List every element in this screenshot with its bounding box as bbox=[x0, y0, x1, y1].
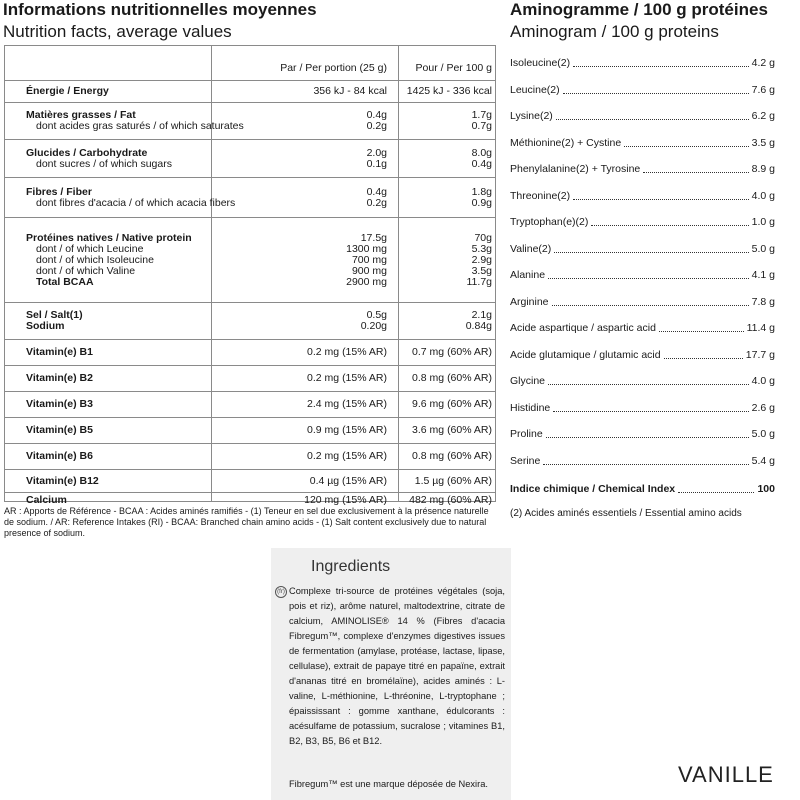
per-100g-header: Pour / Per 100 g bbox=[415, 62, 492, 74]
ingredients-heading: Ingredients bbox=[311, 558, 391, 575]
nutrient-label: Calcium bbox=[26, 494, 67, 506]
amino-acid-row bbox=[510, 400, 775, 416]
per-100g-value: 0.8 mg (60% AR) bbox=[412, 372, 492, 384]
nutrient-label: dont fibres d'acacia / of which acacia fibers bbox=[36, 197, 236, 209]
nutrient-label: Vitamin(e) B1 bbox=[26, 346, 93, 358]
nutrition-table bbox=[4, 45, 496, 506]
nutrition-row bbox=[5, 391, 495, 417]
amino-acid-value: 5.0 g bbox=[751, 428, 775, 440]
flavor-label: VANILLE bbox=[678, 762, 774, 787]
per-portion-value: 0.5g bbox=[366, 309, 387, 321]
dot-leader bbox=[548, 373, 749, 385]
nutrient-label: Vitamin(e) B12 bbox=[26, 475, 99, 487]
dot-leader bbox=[543, 453, 748, 465]
per-100g-value: 1425 kJ - 336 kcal bbox=[406, 85, 492, 97]
amino-acid-row bbox=[510, 267, 775, 283]
amino-acid-label: Histidine bbox=[510, 401, 551, 414]
dot-leader bbox=[553, 400, 748, 412]
amino-acid-value: 8.9 g bbox=[751, 163, 775, 175]
nutrition-row bbox=[5, 443, 495, 469]
per-portion-value: 900 mg bbox=[351, 265, 387, 277]
nutrition-row bbox=[5, 217, 495, 302]
amino-acid-value: 1.0 g bbox=[751, 216, 775, 228]
nutrient-label: Total BCAA bbox=[36, 276, 94, 288]
nutrient-label: Vitamin(e) B2 bbox=[26, 372, 93, 384]
amino-acid-value: 5.0 g bbox=[751, 242, 775, 255]
amino-acid-value: 7.8 g bbox=[751, 295, 775, 308]
dot-leader bbox=[548, 267, 749, 279]
amino-acid-row bbox=[510, 188, 775, 204]
dot-leader bbox=[643, 161, 748, 173]
amino-acid-label: Arginine bbox=[510, 295, 549, 308]
amino-acid-row bbox=[510, 294, 775, 310]
nutrient-label: Vitamin(e) B3 bbox=[26, 398, 93, 410]
amino-acid-row bbox=[510, 347, 775, 363]
amino-acid-value: 4.1 g bbox=[751, 269, 775, 281]
dot-leader bbox=[573, 188, 749, 200]
per-100g-value: 0.9g bbox=[471, 197, 492, 209]
dot-leader bbox=[659, 320, 744, 332]
amino-acid-value: 6.2 g bbox=[751, 110, 775, 122]
nutrition-subtitle: Nutrition facts, average values bbox=[3, 22, 232, 41]
dot-leader bbox=[552, 294, 749, 306]
dot-leader bbox=[546, 426, 749, 438]
per-100g-value: 0.84g bbox=[465, 320, 492, 332]
per-portion-value: 2.0g bbox=[366, 147, 387, 159]
nutrition-row bbox=[5, 302, 495, 339]
amino-acid-row bbox=[510, 82, 775, 98]
amino-acid-row bbox=[510, 161, 775, 177]
per-portion-value: 0.4 µg (15% AR) bbox=[309, 475, 387, 487]
per-portion-value: 2.4 mg (15% AR) bbox=[307, 398, 387, 410]
per-portion-value: 0.4g bbox=[366, 186, 387, 198]
amino-acid-value: 3.5 g bbox=[751, 136, 775, 149]
nutrient-label: dont / of which Isoleucine bbox=[36, 254, 154, 266]
amino-acid-label: Isoleucine(2) bbox=[510, 57, 571, 69]
amino-acid-value: 2.6 g bbox=[751, 401, 775, 414]
ingredients-panel bbox=[271, 548, 511, 800]
amino-acid-value: 4.0 g bbox=[751, 189, 775, 202]
amino-acid-row bbox=[510, 453, 775, 469]
per-100g-value: 2.1g bbox=[471, 309, 492, 321]
per-100g-value: 3.6 mg (60% AR) bbox=[412, 424, 492, 436]
nutrient-label: Vitamin(e) B6 bbox=[26, 450, 93, 462]
per-100g-value: 482 mg (60% AR) bbox=[409, 494, 492, 506]
per-100g-value: 9.6 mg (60% AR) bbox=[412, 398, 492, 410]
amino-acid-row bbox=[510, 214, 775, 230]
per-portion-value: 356 kJ - 84 kcal bbox=[313, 85, 387, 97]
dot-leader bbox=[664, 347, 743, 359]
amino-acid-label: Serine bbox=[510, 454, 541, 467]
chemical-index-label: Indice chimique / Chemical Index bbox=[510, 483, 676, 495]
amino-acid-row bbox=[510, 320, 775, 336]
dot-leader bbox=[563, 82, 749, 94]
chemical-index-row bbox=[510, 481, 775, 497]
amino-acid-label: Acide glutamique / glutamic acid bbox=[510, 348, 661, 361]
per-100g-value: 5.3g bbox=[471, 243, 492, 255]
nutrition-header-row bbox=[5, 60, 495, 80]
amino-acid-label: Leucine(2) bbox=[510, 83, 560, 96]
chemical-index-value: 100 bbox=[757, 483, 775, 495]
per-100g-value: 2.9g bbox=[471, 254, 492, 266]
amino-acid-row bbox=[510, 241, 775, 257]
dot-leader bbox=[554, 241, 748, 253]
nutrient-label: dont / of which Valine bbox=[36, 265, 136, 277]
table-footnote: AR : Apports de Référence - BCAA : Acides aminés ramifiés - (1) Teneur en sel due exclusivement à la présence naturelle de sodium. / AR: Reference Intakes (RI) - BCAA: Branched chain amino acids - (1) Salt content exclusively due to natural presence of sodium. bbox=[4, 506, 489, 538]
amino-acid-label: Acide aspartique / aspartic acid bbox=[510, 322, 656, 334]
amino-acid-label: Alanine bbox=[510, 269, 546, 281]
per-portion-value: 0.2 mg (15% AR) bbox=[307, 450, 387, 462]
nutrition-row bbox=[5, 365, 495, 391]
per-100g-value: 0.7 mg (60% AR) bbox=[412, 346, 492, 358]
per-portion-value: 0.4g bbox=[366, 109, 387, 121]
amino-acid-label: Tryptophan(e)(2) bbox=[510, 216, 589, 228]
per-portion-header: Par / Per portion (25 g) bbox=[280, 62, 387, 74]
per-portion-value: 1300 mg bbox=[346, 243, 387, 255]
per-100g-value: 1.8g bbox=[471, 186, 492, 198]
amino-acid-value: 17.7 g bbox=[745, 348, 775, 361]
amino-acid-row bbox=[510, 55, 775, 71]
amino-acid-row bbox=[510, 426, 775, 442]
dot-leader bbox=[591, 214, 748, 226]
nutrition-row bbox=[5, 177, 495, 217]
nutrition-row bbox=[5, 139, 495, 177]
per-100g-value: 1.5 µg (60% AR) bbox=[414, 475, 492, 487]
per-100g-value: 0.7g bbox=[471, 120, 492, 132]
amino-acid-label: Lysine(2) bbox=[510, 110, 553, 122]
nutrient-label: dont / of which Leucine bbox=[36, 243, 144, 255]
per-portion-value: 0.9 mg (15% AR) bbox=[307, 424, 387, 436]
dot-leader bbox=[678, 481, 754, 493]
amino-acid-label: Phenylalanine(2) + Tyrosine bbox=[510, 163, 641, 175]
aminogram-subtitle: Aminogram / 100 g proteins bbox=[510, 22, 719, 41]
nutrient-label: Fibres / Fiber bbox=[26, 186, 92, 198]
nutrient-label: Vitamin(e) B5 bbox=[26, 424, 93, 436]
per-portion-value: 0.2g bbox=[366, 120, 387, 132]
per-portion-value: 700 mg bbox=[351, 254, 387, 266]
amino-acid-value: 7.6 g bbox=[751, 83, 775, 96]
per-portion-value: 0.2g bbox=[366, 197, 387, 209]
per-portion-value: 120 mg (15% AR) bbox=[304, 494, 387, 506]
nutrition-row bbox=[5, 469, 495, 492]
amino-acid-value: 5.4 g bbox=[751, 454, 775, 467]
ingredients-list: Complexe tri-source de protéines végétales (soja, pois et riz), arôme naturel, maltodextrine, citrate de calcium, AMINOLISE® 14 % (Fibres d'acacia Fibregum™, complexe d'enzymes digestives issues de fermentation (amylase, protéase, lactase, lipase, cellulase), extrait de papaye titré en papaïne, extrait d'ananas titré en bromélaïne), acides aminés : L-valine, L-méthionine, L-thréonine, L-tryptophane ; épaississant : gomme xanthane, édulcorants : acésulfame de potassium, sucralose ; vitamines B1, B2, B3, B5, B6 et B12. bbox=[289, 586, 505, 746]
per-100g-value: 70g bbox=[474, 232, 492, 244]
per-portion-value: 0.2 mg (15% AR) bbox=[307, 346, 387, 358]
per-portion-value: 17.5g bbox=[360, 232, 387, 244]
nutrient-label: Énergie / Energy bbox=[26, 85, 109, 97]
per-100g-value: 11.7g bbox=[466, 276, 492, 288]
nutrient-label: Glucides / Carbohydrate bbox=[26, 147, 148, 159]
nutrient-label: dont sucres / of which sugars bbox=[36, 158, 172, 170]
nutrition-title: Informations nutritionnelles moyennes bbox=[3, 0, 317, 19]
nutrient-label: Protéines natives / Native protein bbox=[26, 232, 192, 244]
per-100g-value: 3.5g bbox=[471, 265, 492, 277]
nutrient-label: Matières grasses / Fat bbox=[26, 109, 136, 121]
nutrition-row bbox=[5, 492, 495, 506]
amino-acid-label: Glycine bbox=[510, 375, 546, 387]
aminogram-footnote: (2) Acides aminés essentiels / Essential amino acids bbox=[510, 508, 742, 519]
nutrition-row bbox=[5, 339, 495, 365]
amino-acid-value: 4.2 g bbox=[751, 57, 775, 69]
amino-acid-label: Proline bbox=[510, 428, 543, 440]
nutrient-label: Sodium bbox=[26, 320, 65, 332]
nutrition-row bbox=[5, 417, 495, 443]
per-100g-value: 1.7g bbox=[471, 109, 492, 121]
per-portion-value: 0.2 mg (15% AR) bbox=[307, 372, 387, 384]
aminogram-title: Aminogramme / 100 g protéines bbox=[510, 0, 768, 19]
dot-leader bbox=[624, 135, 748, 147]
amino-acid-label: Valine(2) bbox=[510, 242, 552, 255]
per-100g-value: 8.0g bbox=[471, 147, 492, 159]
per-100g-value: 0.4g bbox=[471, 158, 492, 170]
amino-acid-label: Threonine(2) bbox=[510, 189, 571, 202]
language-fr-icon: (fr) bbox=[275, 586, 287, 598]
amino-acid-row bbox=[510, 373, 775, 389]
amino-acid-value: 11.4 g bbox=[746, 322, 775, 334]
amino-acid-row bbox=[510, 135, 775, 151]
per-portion-value: 0.20g bbox=[360, 320, 387, 332]
amino-acid-label: Méthionine(2) + Cystine bbox=[510, 136, 622, 149]
per-portion-value: 0.1g bbox=[366, 158, 387, 170]
nutrition-row bbox=[5, 102, 495, 139]
dot-leader bbox=[573, 55, 749, 67]
nutrition-row bbox=[5, 80, 495, 102]
trademark-note: Fibregum™ est une marque déposée de Nexira. bbox=[289, 779, 488, 789]
amino-acid-row bbox=[510, 108, 775, 124]
per-100g-value: 0.8 mg (60% AR) bbox=[412, 450, 492, 462]
dot-leader bbox=[556, 108, 749, 120]
per-portion-value: 2900 mg bbox=[346, 276, 387, 288]
nutrient-label: Sel / Salt(1) bbox=[26, 309, 83, 321]
nutrient-label: dont acides gras saturés / of which saturates bbox=[36, 120, 244, 132]
amino-acid-value: 4.0 g bbox=[751, 375, 775, 387]
